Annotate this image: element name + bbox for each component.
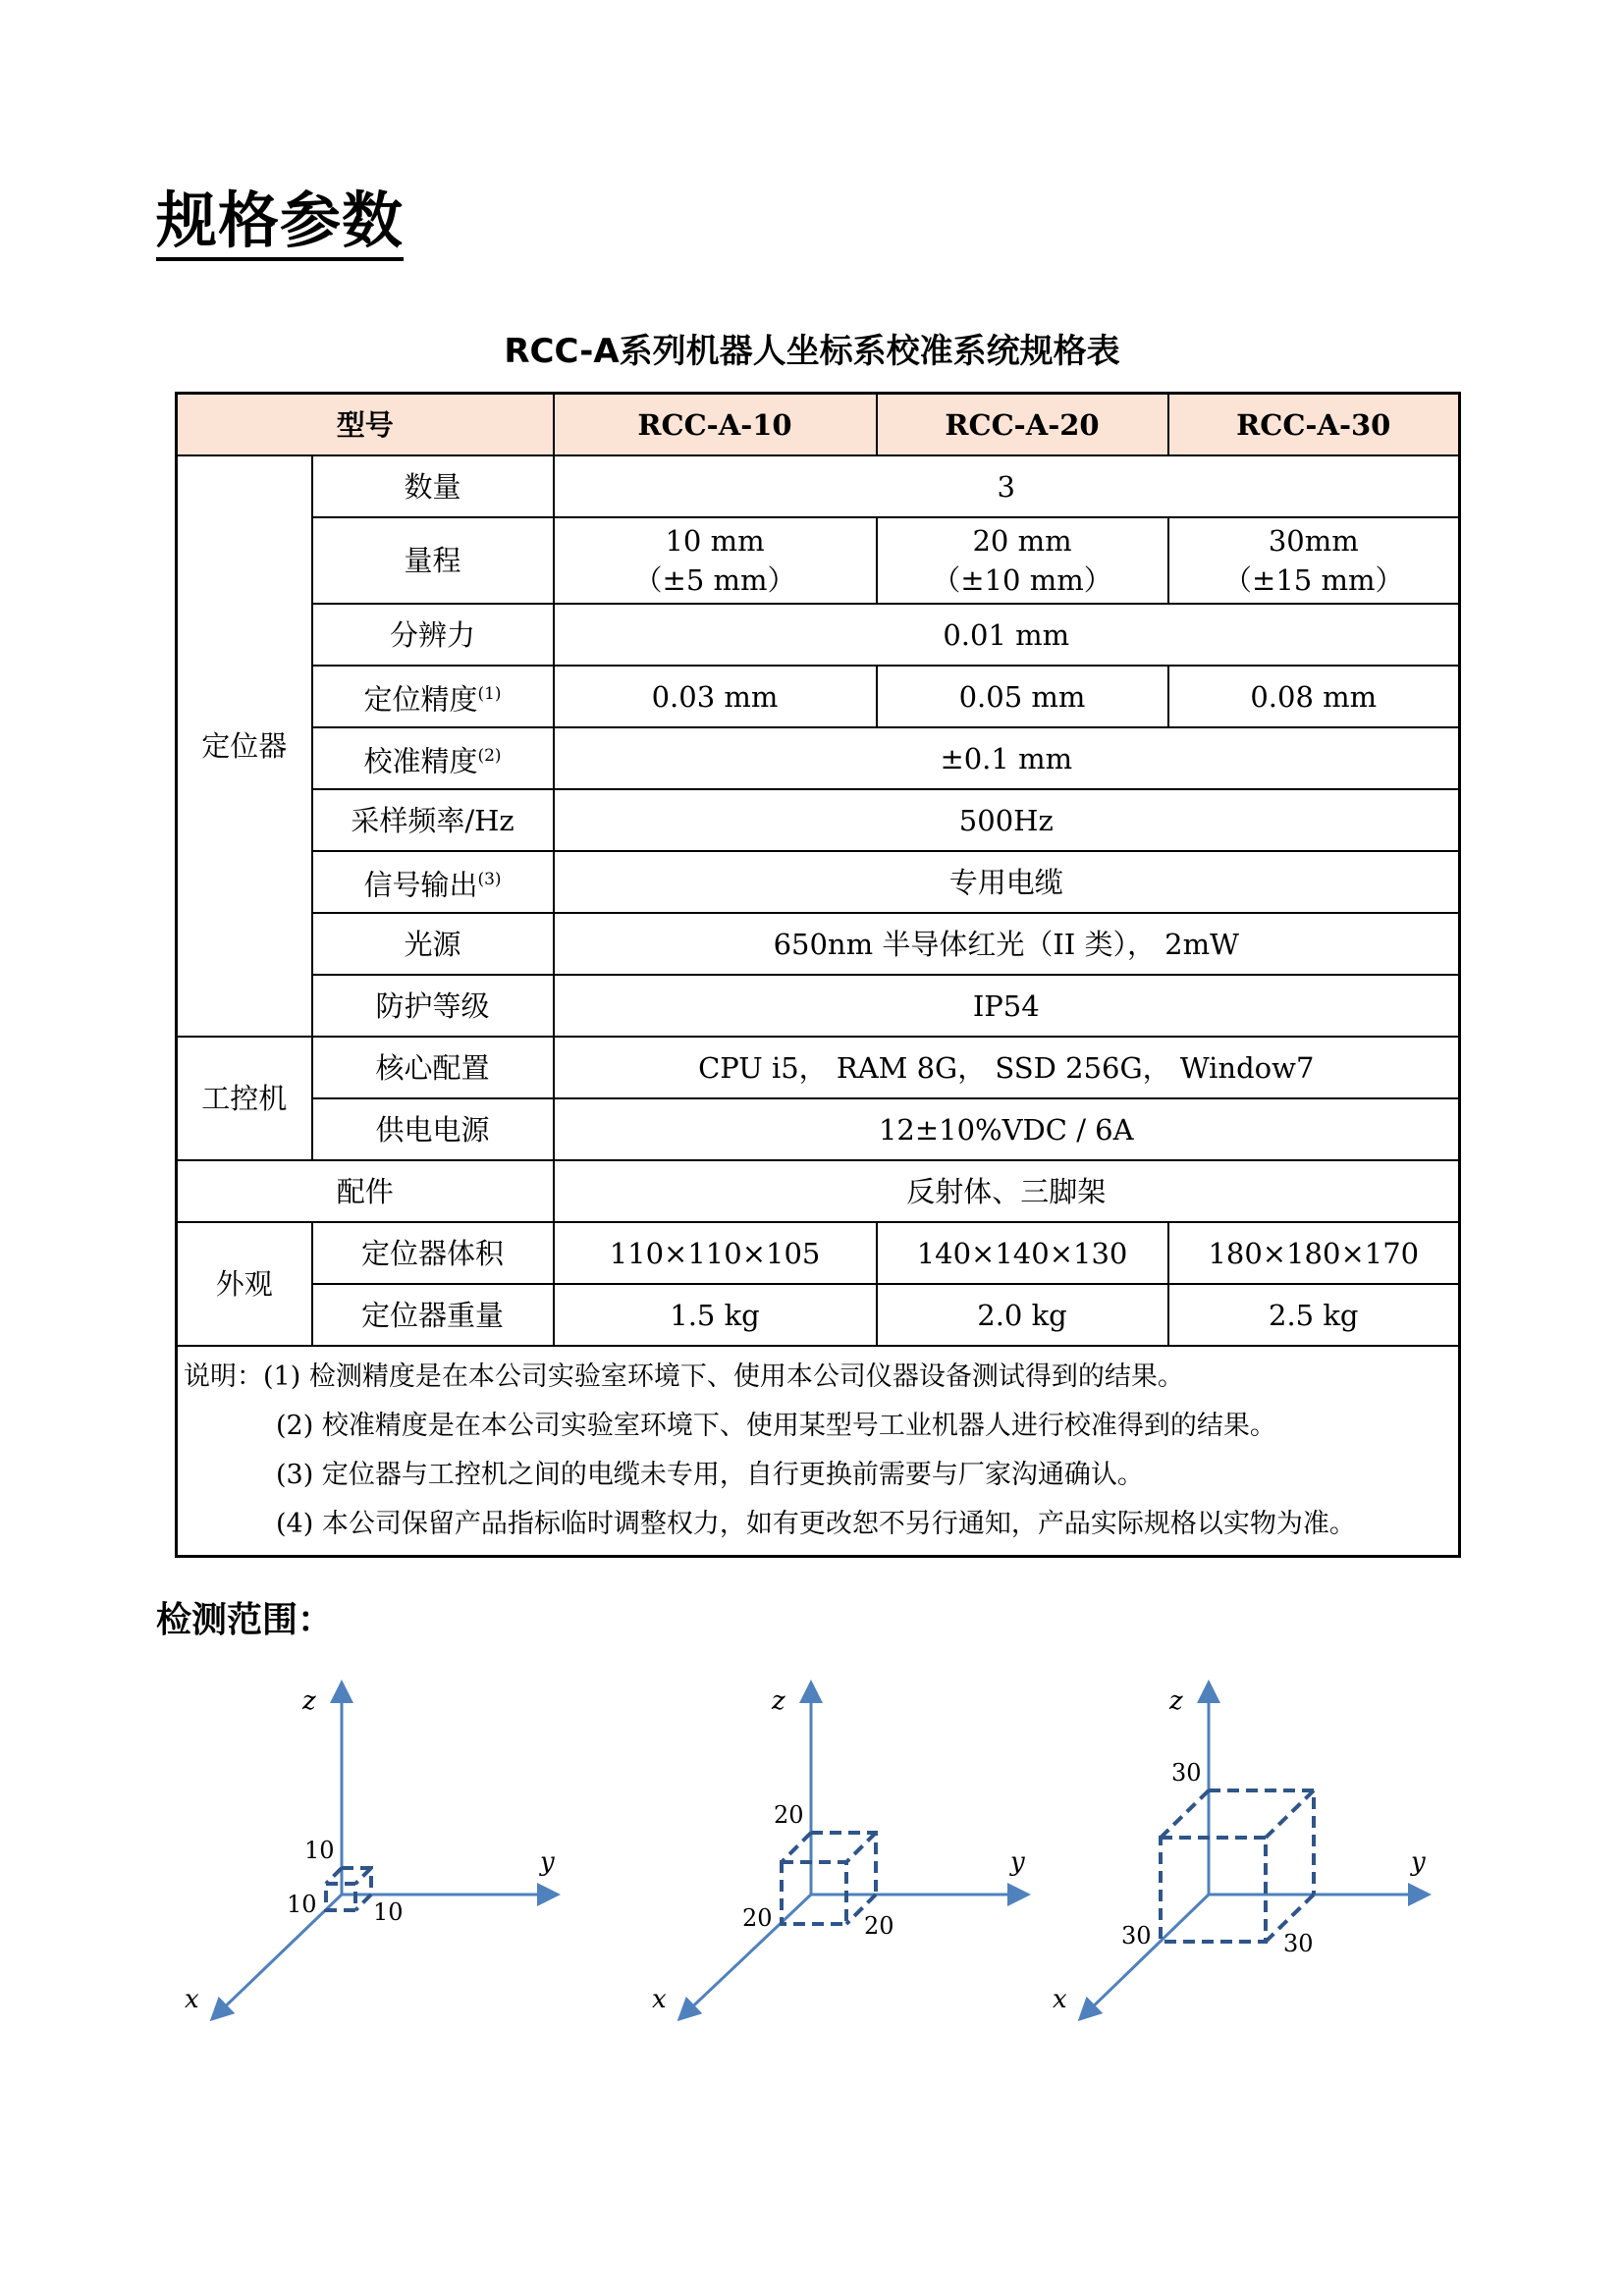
cell-value: 0.05 mm	[877, 666, 1168, 727]
cell-value: 650nm 半导体红光（II 类）， 2mW	[554, 913, 1460, 975]
range-heading: 检测范围：	[156, 1600, 334, 1640]
table-row	[177, 1284, 1460, 1346]
table-row	[177, 517, 1460, 604]
detection-range-diagrams	[0, 1649, 1624, 2061]
row-label	[312, 727, 554, 789]
label-text: 校准精度	[363, 744, 478, 778]
y-axis-label: y	[1010, 1847, 1025, 1877]
footnote-ref: (3)	[477, 869, 502, 889]
cell-value: IP54	[554, 975, 1460, 1037]
table-row	[177, 975, 1460, 1037]
y-range-label: 20	[864, 1912, 894, 1940]
table-title: RCC-A系列机器人坐标系校准系统规格表	[504, 332, 1120, 371]
cell-value: 1.5 kg	[554, 1284, 877, 1346]
cell-value	[554, 517, 877, 604]
cell-value: 2.0 kg	[877, 1284, 1168, 1346]
row-label: 定位器体积	[312, 1222, 554, 1284]
row-label: 采样频率/Hz	[312, 789, 554, 851]
row-label	[312, 851, 554, 913]
group-appearance: 外观	[177, 1222, 312, 1346]
range-value: 30mm	[1268, 524, 1359, 558]
cell-value: 专用电缆	[554, 851, 1460, 913]
x-axis-label: x	[185, 1985, 199, 2014]
z-range-label: 20	[774, 1801, 804, 1829]
x-range-label: 20	[742, 1904, 773, 1932]
diagram-10mm	[185, 1685, 555, 2017]
cube-edge	[1161, 1790, 1209, 1838]
row-label: 供电电源	[312, 1098, 554, 1160]
cube-edge	[355, 1895, 371, 1910]
z-axis-label: z	[1169, 1686, 1183, 1716]
table-row	[177, 666, 1460, 727]
group-ipc: 工控机	[177, 1037, 312, 1160]
cube-edge	[355, 1868, 371, 1884]
cell-value: 110×110×105	[554, 1222, 877, 1284]
footnote-ref: (2)	[477, 745, 502, 766]
cell-value: ±0.1 mm	[554, 727, 1460, 789]
x-axis-label: x	[652, 1985, 667, 2014]
table-row	[177, 913, 1460, 975]
note-text: (1) 检测精度是在本公司实验室环境下、使用本公司仪器设备测试得到的结果。	[263, 1362, 1184, 1392]
range-tolerance: （±15 mm）	[1223, 563, 1404, 597]
row-label	[312, 666, 554, 727]
y-axis-label: y	[1411, 1847, 1426, 1877]
cell-value: 140×140×130	[877, 1222, 1168, 1284]
row-label: 定位器重量	[312, 1284, 554, 1346]
table-row	[177, 851, 1460, 913]
header-model-2: RCC-A-20	[877, 394, 1168, 456]
range-tolerance: （±10 mm）	[932, 563, 1112, 597]
range-value: 20 mm	[972, 524, 1072, 558]
diagram-30mm	[1053, 1685, 1426, 2017]
notes-row	[177, 1346, 1460, 1557]
row-label: 防护等级	[312, 975, 554, 1037]
range-value: 10 mm	[665, 524, 765, 558]
note-4: (4) 本公司保留产品指标临时调整权力，如有更改恕不另行通知，产品实际规格以实物为准。	[276, 1509, 1356, 1539]
table-row	[177, 789, 1460, 851]
cell-value: 3	[554, 455, 1460, 517]
table-row	[177, 455, 1460, 517]
note-3: (3) 定位器与工控机之间的电缆未专用，自行更换前需要与厂家沟通确认。	[276, 1460, 1144, 1490]
x-axis	[214, 1895, 342, 2017]
cell-value: 反射体、三脚架	[554, 1160, 1460, 1222]
label-text: 定位精度	[363, 682, 478, 717]
table-row	[177, 727, 1460, 789]
y-range-label: 10	[373, 1898, 404, 1926]
cube-edge	[1266, 1790, 1314, 1838]
note-2: (2) 校准精度是在本公司实验室环境下、使用某型号工业机器人进行校准得到的结果。	[276, 1411, 1276, 1441]
z-range-label: 30	[1171, 1759, 1202, 1787]
cell-value: 500Hz	[554, 789, 1460, 851]
cube-edge	[326, 1868, 342, 1884]
y-range-label: 30	[1283, 1930, 1314, 1957]
cell-value: 180×180×170	[1168, 1222, 1460, 1284]
cell-value: 2.5 kg	[1168, 1284, 1460, 1346]
x-range-label: 30	[1121, 1922, 1152, 1949]
row-label: 分辨力	[312, 604, 554, 666]
table-row	[177, 1160, 1460, 1222]
row-label: 核心配置	[312, 1037, 554, 1098]
table-row	[177, 604, 1460, 666]
row-label: 量程	[312, 517, 554, 604]
x-range-label: 10	[287, 1891, 317, 1918]
cell-value: 0.01 mm	[554, 604, 1460, 666]
table-row	[177, 1222, 1460, 1284]
y-axis-label: y	[540, 1847, 555, 1877]
cell-value: 12±10%VDC / 6A	[554, 1098, 1460, 1160]
cell-value: 0.08 mm	[1168, 666, 1460, 727]
table-row	[177, 1098, 1460, 1160]
group-locator: 定位器	[177, 455, 312, 1037]
header-model-1: RCC-A-10	[554, 394, 877, 456]
header-model: 型号	[177, 394, 554, 456]
table-row	[177, 1037, 1460, 1098]
cell-value: CPU i5， RAM 8G， SSD 256G， Window7	[554, 1037, 1460, 1098]
cell-value	[877, 517, 1168, 604]
x-axis-label: x	[1053, 1985, 1067, 2014]
range-tolerance: （±5 mm）	[633, 563, 796, 597]
z-range-label: 10	[304, 1837, 335, 1864]
z-axis-label: z	[302, 1686, 316, 1716]
table-header-row	[177, 394, 1460, 456]
notes-prefix: 说明：	[184, 1362, 263, 1392]
row-label: 数量	[312, 455, 554, 517]
note-1	[184, 1353, 1458, 1402]
row-label: 光源	[312, 913, 554, 975]
x-axis	[1082, 1895, 1209, 2017]
diagram-20mm	[652, 1685, 1025, 2017]
cell-value	[1168, 517, 1460, 604]
header-model-3: RCC-A-30	[1168, 394, 1460, 456]
footnote-ref: (1)	[477, 683, 502, 704]
page-heading: 规格参数	[156, 185, 404, 261]
notes-cell	[177, 1346, 1460, 1557]
label-text: 信号输出	[363, 868, 478, 902]
row-label: 配件	[177, 1160, 554, 1222]
z-axis-label: z	[772, 1686, 785, 1716]
cell-value: 0.03 mm	[554, 666, 877, 727]
cube-edge	[782, 1833, 811, 1862]
cube-edge	[846, 1833, 876, 1862]
spec-table	[175, 392, 1461, 1558]
